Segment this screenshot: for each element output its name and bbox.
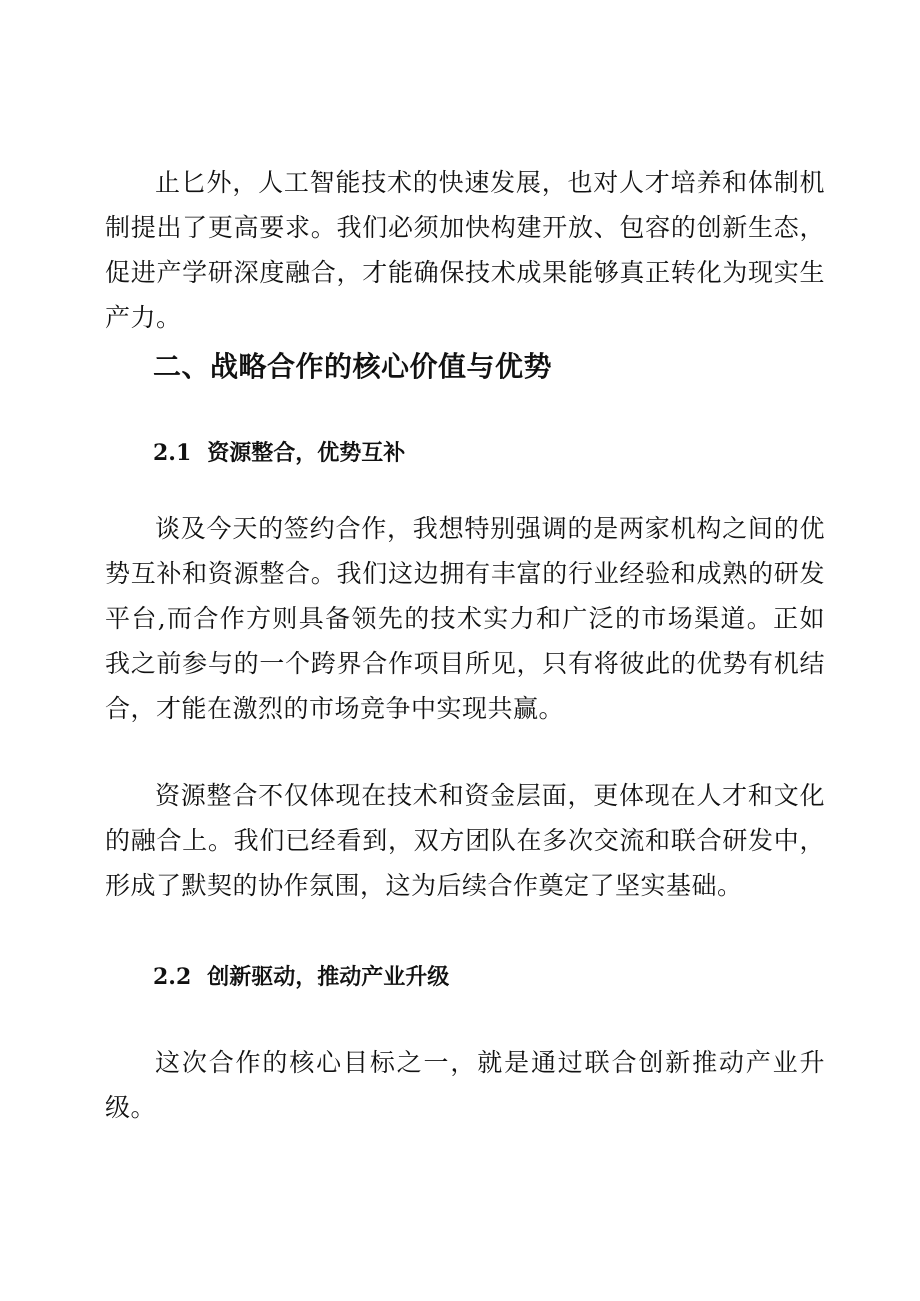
paragraph-ai-development: 止匕外，人工智能技术的快速发展，也对人才培养和体制机制提出了更高要求。我们必须加快构建开放、包容的创新生态，促进产学研深度融合，才能确保技术成果能够真正转化为现实生产力。 xyxy=(105,168,825,332)
subsection-number: 2.1 xyxy=(153,440,192,466)
subsection-heading-2-1 xyxy=(153,436,405,471)
paragraph-innovation-goal: 这次合作的核心目标之一，就是通过联合创新推动产业升级。 xyxy=(105,1048,825,1122)
subsection-number: 2.2 xyxy=(153,964,192,990)
subsection-title: 资源整合，优势互补 xyxy=(207,441,406,466)
section-heading-strategic-cooperation: 二、战略合作的核心价值与优势 xyxy=(153,350,553,383)
subsection-heading-2-2 xyxy=(153,960,449,995)
paragraph-complementary-advantages: 谈及今天的签约合作，我想特别强调的是两家机构之间的优势互补和资源整合。我们这边拥有丰富的行业经验和成熟的研发平台,而合作方则具备领先的技术实力和广泛的市场渠道。正如我之前参与的一个跨界合作项目所见，只有将彼此的优势有机结合，才能在激烈的市场竞争中实现共赢。 xyxy=(105,514,825,723)
subsection-title: 创新驱动，推动产业升级 xyxy=(207,965,450,990)
paragraph-resource-integration: 资源整合不仅体现在技术和资金层面，更体现在人才和文化的融合上。我们已经看到，双方团队在多次交流和联合研发中，形成了默契的协作氛围，这为后续合作奠定了坚实基础。 xyxy=(105,781,825,900)
